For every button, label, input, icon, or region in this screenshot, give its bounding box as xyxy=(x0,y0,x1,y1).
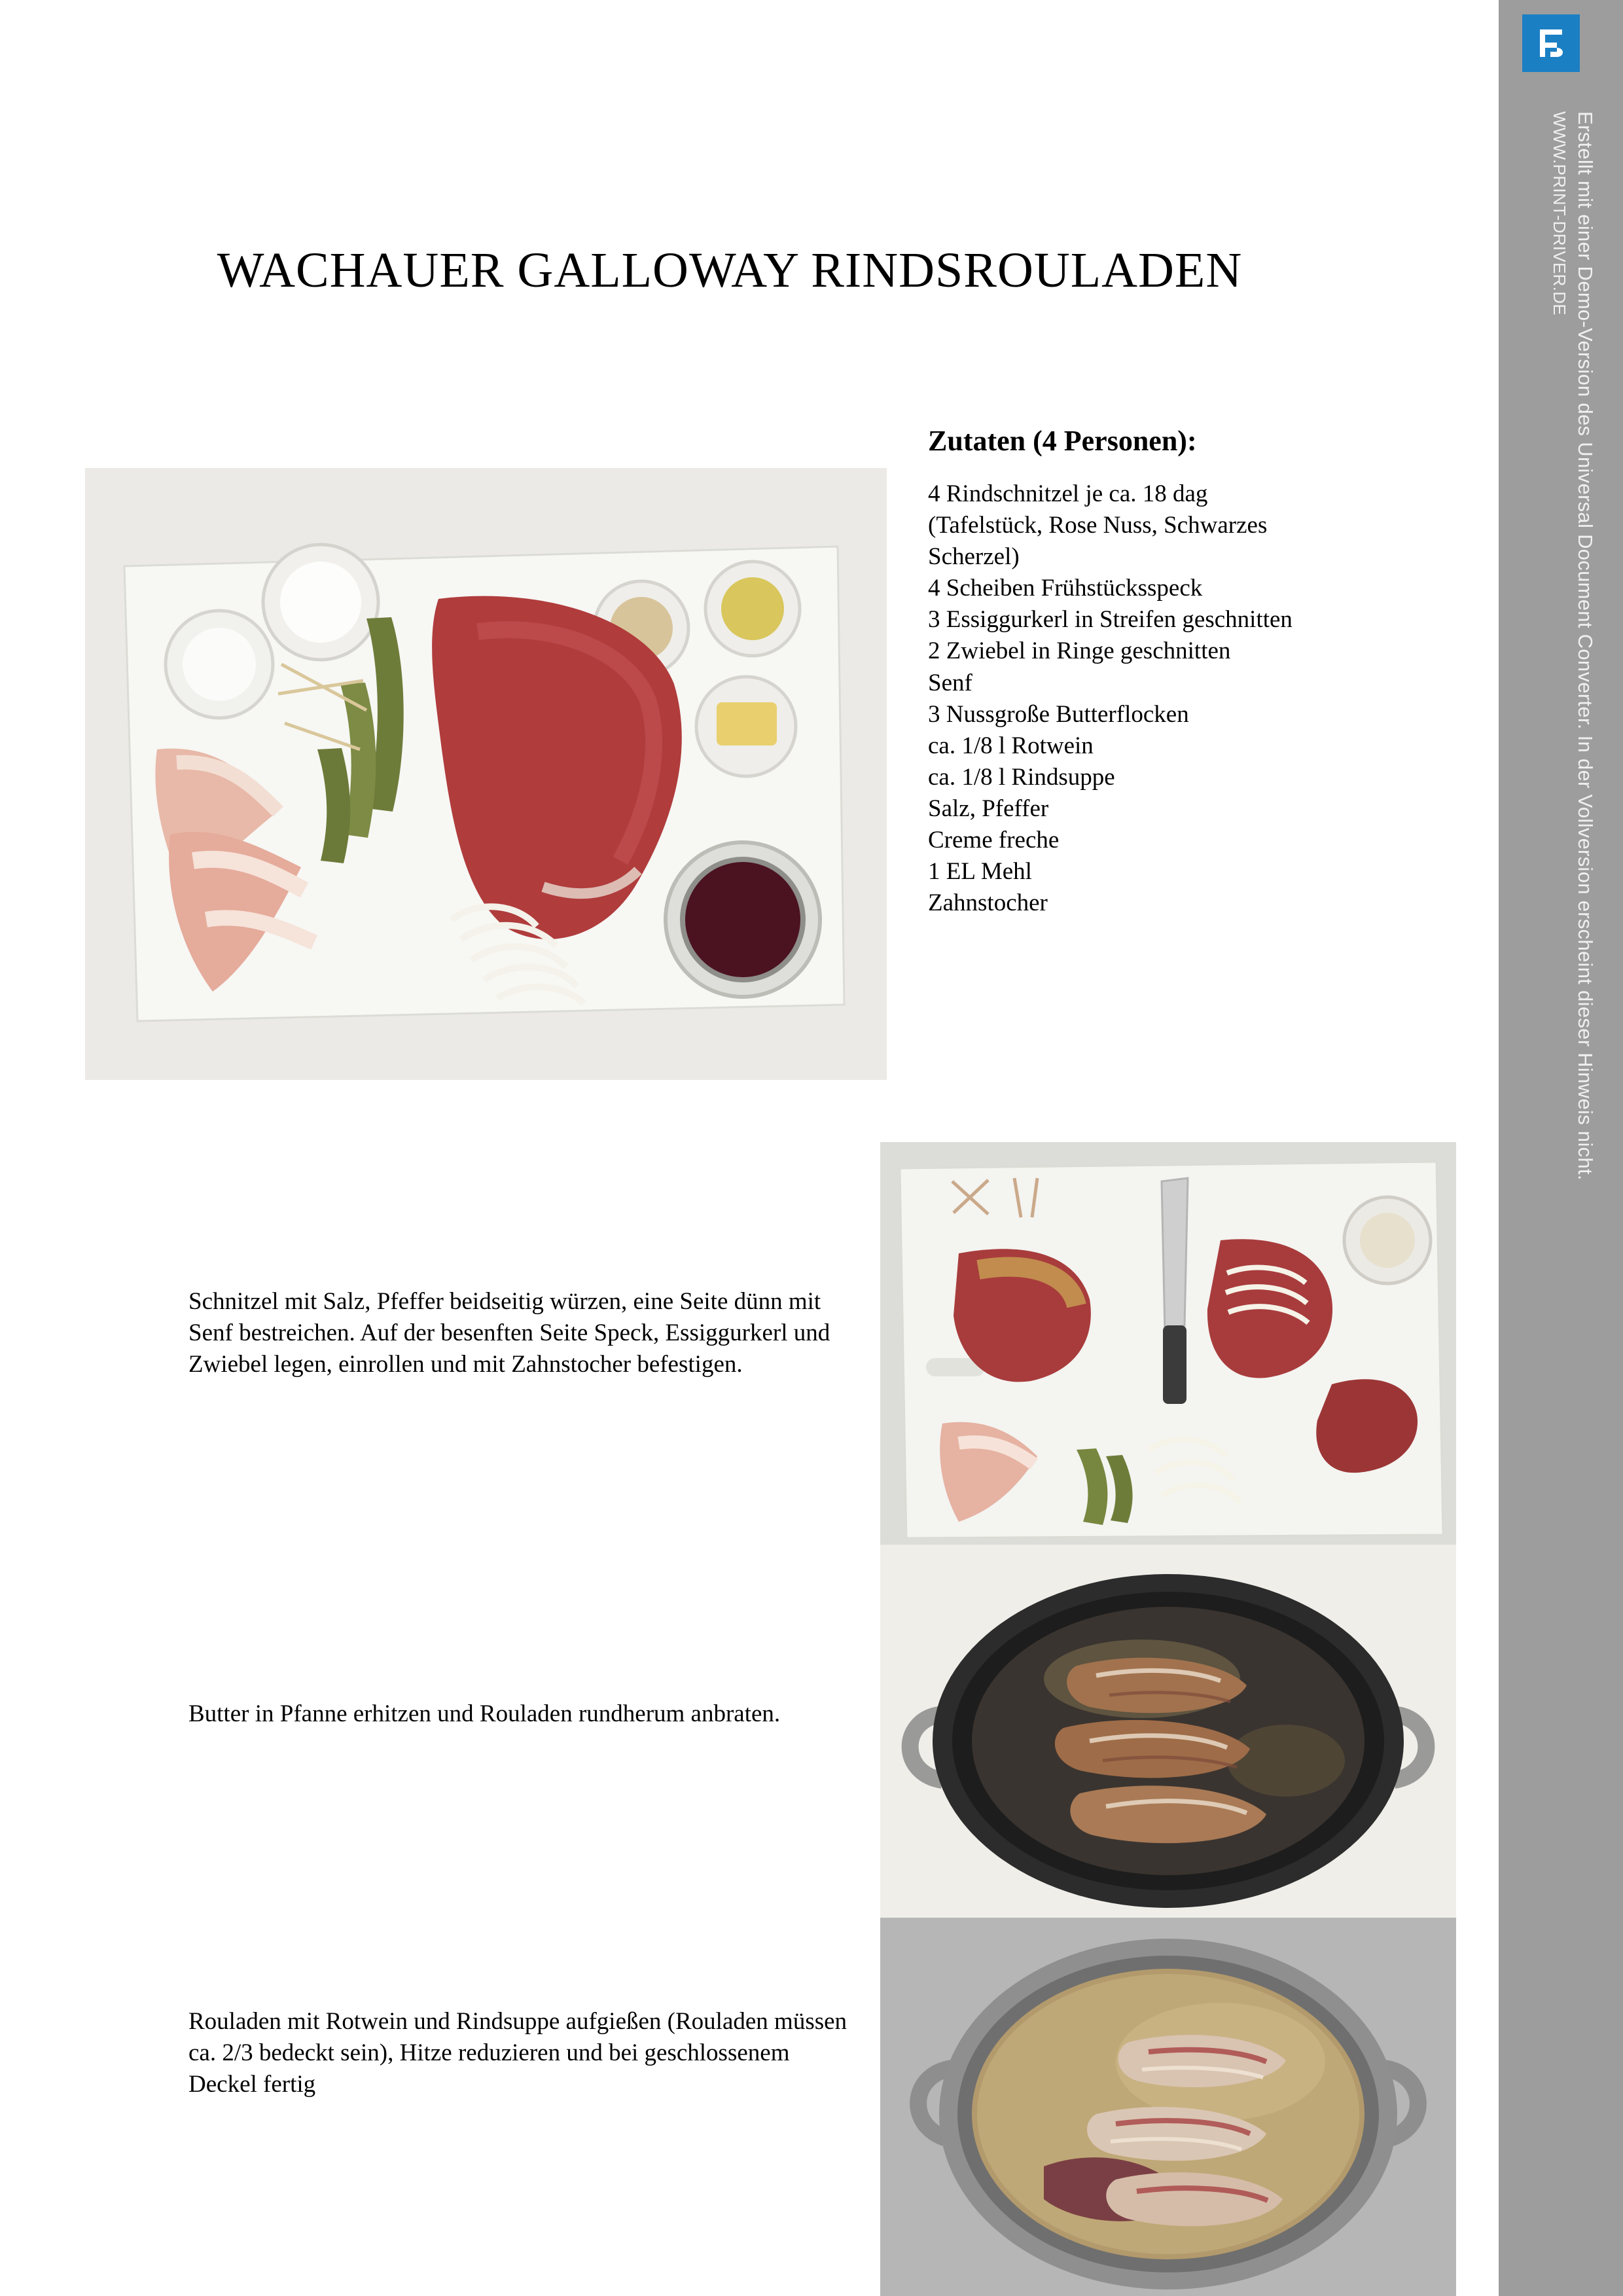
ingredient-item: (Tafelstück, Rose Nuss, Schwarzes xyxy=(928,512,1268,539)
page-title: WACHAUER GALLOWAY RINDSROULADEN xyxy=(217,243,1243,298)
ingredient-item: 4 Rindschnitzel je ca. 18 dag xyxy=(928,480,1208,507)
watermark-sidebar xyxy=(1499,0,1623,2296)
step-3-photo xyxy=(880,1918,1456,2296)
ingredient-item: ca. 1/8 l Rindsuppe xyxy=(928,763,1115,791)
ingredient-item: Creme freche xyxy=(928,827,1060,854)
ingredient-item: 3 Nussgroße Butterflocken xyxy=(928,700,1189,728)
ingredient-item: Salz, Pfeffer xyxy=(928,795,1049,822)
ingredient-item: Senf xyxy=(928,669,972,696)
ingredient-item: 1 EL Mehl xyxy=(928,858,1032,886)
step-2-text: Butter in Pfanne erhitzen und Rouladen rundherum anbraten. xyxy=(188,1700,781,1727)
step-1-photo xyxy=(880,1142,1456,1548)
watermark-text-wrap xyxy=(1499,0,1623,2296)
ingredient-item: 3 Essiggurkerl in Streifen geschnitten xyxy=(928,606,1293,634)
step-3-text: Rouladen mit Rotwein und Rindsuppe aufgießen (Rouladen müssen ca. 2/3 bedeckt sein), Hitze reduzieren und bei geschlossenem Deckel fertig xyxy=(188,2008,847,2098)
ingredients-heading: Zutaten (4 Personen): xyxy=(928,425,1197,457)
ingredients-section xyxy=(928,424,1445,919)
step-1-text: Schnitzel mit Salz, Pfeffer beidseitig würzen, eine Seite dünn mit Senf bestreichen. Auf der besenften Seite Speck, Essiggurkerl und Zwiebel legen, einrollen und mit Zahnstocher befestigen. xyxy=(188,1288,830,1378)
step-2-photo xyxy=(880,1545,1456,1918)
ingredient-item: Zahnstocher xyxy=(928,889,1048,917)
watermark-notice: Erstellt mit einer Demo-Version des Universal Document Converter. In der Vollversion erscheint dieser Hinweis nicht. xyxy=(1574,111,1597,1181)
ingredients-list xyxy=(928,478,1445,919)
ingredient-item: ca. 1/8 l Rotwein xyxy=(928,732,1094,759)
ingredient-item: 2 Zwiebel in Ringe geschnitten xyxy=(928,637,1231,665)
ingredient-item: 4 Scheiben Frühstücksspeck xyxy=(928,575,1203,602)
ingredients-photo xyxy=(85,468,887,1080)
ingredient-item: Scherzel) xyxy=(928,543,1020,571)
watermark-url: WWW.PRINT-DRIVER.DE xyxy=(1550,111,1569,315)
